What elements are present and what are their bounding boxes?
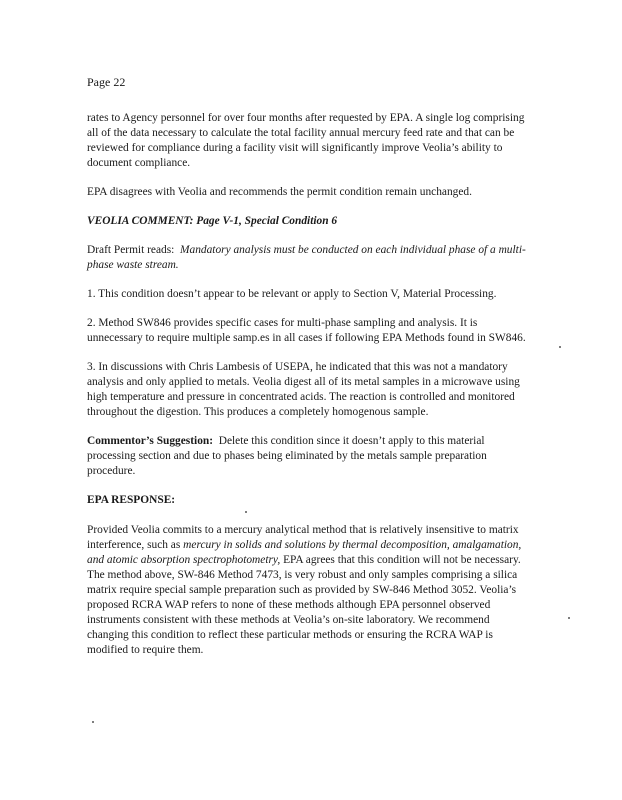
page-number: Page 22 <box>87 75 126 89</box>
scan-speck <box>568 617 570 619</box>
draft-permit-lead: Draft Permit reads: <box>87 244 175 256</box>
comment-item-2: 2. Method SW846 provides specific cases for multi-phase sampling and analysis. It is unnecessary to require multiple samp.es in all cases if following EPA Methods found in SW846. <box>87 317 526 344</box>
suggestion-paragraph <box>87 434 527 479</box>
response-part-2: EPA agrees that this condition will not be necessary. The method above, SW-846 Method 7473, is very robust and only samples comprising a silica matrix require special sample preparation such as provided by SW-846 Method 3052. Veolia’s proposed RCRA WAP refers to none of these methods although EPA personnel observed instruments consistent with these methods at Veolia’s on-site laboratory. We recommend changing this condition to reflect these particular methods or ensuring the RCRA WAP is modified to require them. <box>87 554 521 656</box>
comment-item-1: 1. This condition doesn’t appear to be relevant or apply to Section V, Material Processing. <box>87 288 497 300</box>
epa-response-paragraph <box>87 523 527 658</box>
veolia-comment-heading: VEOLIA COMMENT: Page V-1, Special Condition 6 <box>87 215 338 227</box>
paragraph-feed-rate-log: rates to Agency personnel for over four months after requested by EPA. A single log comprising all of the data necessary to calculate the total facility annual mercury feed rate and that can be reviewed for compliance during a facility visit will significantly improve Veolia’s ability to document compliance. <box>87 112 525 169</box>
scan-speck <box>245 511 247 513</box>
suggestion-text: Delete this condition since it doesn’t apply to this material processing section and due to phases being eliminated by the metals sample preparation procedure. <box>87 435 487 477</box>
response-part-1: Provided Veolia commits to a mercury analytical method that is relatively insensitive to matrix interference, such as <box>87 524 519 551</box>
paragraph-epa-disagrees: EPA disagrees with Veolia and recommends the permit condition remain unchanged. <box>87 186 472 198</box>
draft-permit-text: Mandatory analysis must be conducted on each individual phase of a multi-phase waste stream. <box>87 244 526 271</box>
scan-speck <box>92 721 94 723</box>
comment-item-3: 3. In discussions with Chris Lambesis of USEPA, he indicated that this was not a mandatory analysis and only applied to metals. Veolia digest all of its metal samples in a microwave using high temperature and pressure in concentrated acids. The reaction is controlled and monitored throughout the digestion. This produces a completely homogenous sample. <box>87 361 520 418</box>
scan-speck <box>559 346 561 348</box>
epa-response-heading: EPA RESPONSE: <box>87 494 176 506</box>
response-italic: mercury in solids and solutions by thermal decomposition, amalgamation, and atomic absorption spectrophotometry, <box>87 539 522 566</box>
page-body <box>87 111 527 672</box>
draft-permit-paragraph <box>87 243 527 273</box>
suggestion-lead: Commentor’s Suggestion: <box>87 435 214 447</box>
